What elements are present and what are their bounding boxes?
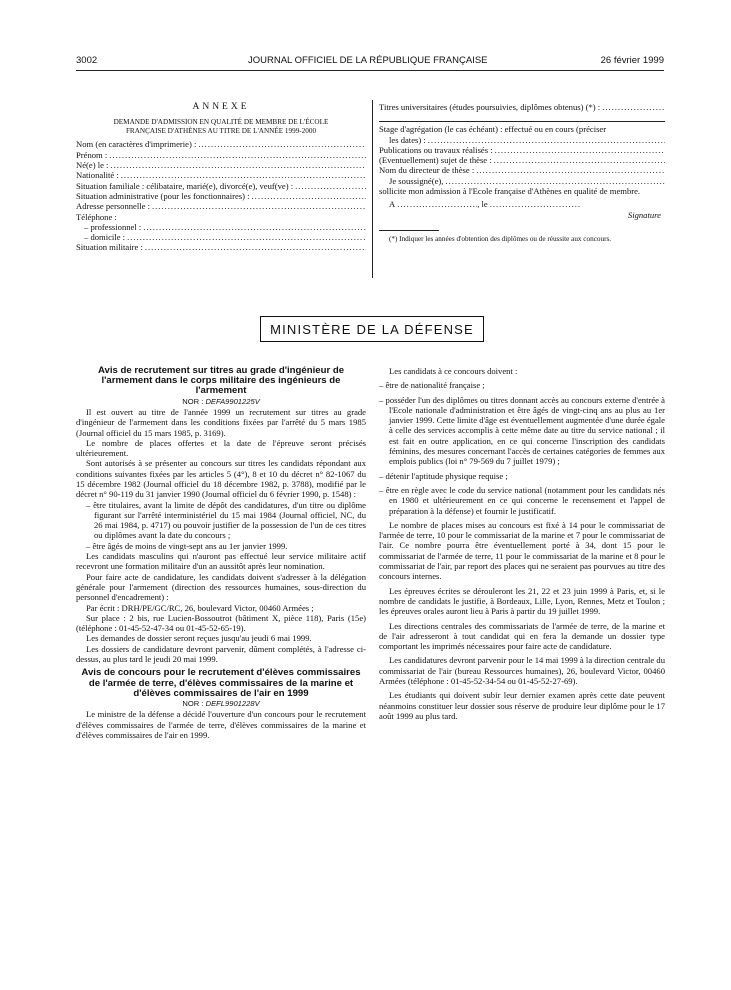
header-rule bbox=[76, 70, 664, 71]
avis1-address: Par écrit : DRH/PE/GC/RC, 26, boulevard Victor, 00460 Armées ; bbox=[86, 602, 314, 613]
avis1-paragraph: Le nombre de places offertes et la date de l'épreuve seront précisés ultérieurement. bbox=[76, 437, 366, 459]
admission-request: sollicite mon admission à l'Ecole française d'Athènes en qualité de membre. bbox=[379, 186, 641, 197]
page-number: 3002 bbox=[76, 55, 98, 66]
avis1-condition: – être âgés de moins de vingt-sept ans au 1er janvier 1999. bbox=[86, 540, 288, 551]
form-field-publications: Publications ou travaux réalisés : ..... bbox=[379, 145, 665, 155]
right-paragraph: Les épreuves écrites se dérouleront les 21, 22 et 23 juin 1999 à Paris, et, si le nombre de candidats le justifie, à Bordeaux, Lille, Lyon, Rennes, Metz et Toulon ; les épreuves orales auront lieu à Paris à partir du 19 juillet 1999. bbox=[379, 585, 665, 617]
avis2-title: Avis de concours pour le recrutement d'élèves commissaires de l'armée de terre, d'élèves commissaires de la marine et d'élèves commissaires de l'air en 1999 bbox=[81, 667, 361, 699]
form-field-stage: Stage d'agrégation (le cas échéant) : effectué ou en cours (préciser bbox=[379, 124, 607, 135]
page-header bbox=[76, 55, 664, 67]
avis1-paragraph: Sont autorisés à se présenter au concours sur titres les candidats répondant aux conditions suivantes fixées par les articles 5 (4°), 8 et 10 du décret n° 82-1067 du 15 décembre 1982 (Journal officiel du 18 décembre 1982, p. 3788), modifié par le décret n° 90-119 du 31 janvier 1990 (Journal officiel du 6 février 1990, p. 1548) : bbox=[76, 458, 366, 500]
form-field-nationalite: Nationalité : ..... bbox=[76, 170, 366, 180]
form-field-nom: Nom (en caractères d'imprimerie) : ..... bbox=[76, 139, 366, 149]
annexe-title: ANNEXE bbox=[192, 102, 250, 112]
form-field-situation-familiale: Situation familiale : célibataire, marié(e), divorcé(e), veuf(ve) : ..... bbox=[76, 181, 366, 191]
form-field-directeur: Nom du directeur de thèse : ..... bbox=[379, 165, 665, 175]
annexe-right-column bbox=[379, 102, 665, 244]
form-field-stage-dates: les dates) : ..... bbox=[379, 135, 665, 145]
form-field-situation-militaire: Situation militaire : ..... bbox=[76, 242, 366, 252]
issue-date: 26 février 1999 bbox=[600, 55, 664, 66]
right-paragraph: Les candidatures devront parvenir pour le 14 mai 1999 à la direction centrale du commissariat de l'air (bureau Ressources humaines), 26, boulevard Victor, 00460 Armées (téléphone : 01-45-52-34-54 ou 01-45-52-27-69). bbox=[379, 655, 665, 687]
right-paragraph: Les directions centrales des commissariats de l'armée de terre, de la marine et de l'air adresseront à tout candidat qui en fera la demande un dossier type comportant les imprimés nécessaires pour faire acte de candidature. bbox=[379, 620, 665, 652]
avis1-paragraph: Il est ouvert au titre de l'année 1999 un recrutement sur titres au grade d'ingénieur de l'armement dans les conditions fixées par l'arrêté du 5 mars 1985 (Journal officiel du 15 mars 1985, p. 3169). bbox=[76, 406, 366, 438]
form-line bbox=[379, 121, 665, 122]
form-field-place-date: A ..... , le ..... bbox=[379, 199, 665, 209]
annexe-subtitle-2: FRANÇAISE D'ATHÈNES AU TITRE DE L'ANNÉE 1999-2000 bbox=[125, 126, 317, 135]
journal-title: JOURNAL OFFICIEL DE LA RÉPUBLIQUE FRANÇAISE bbox=[248, 55, 488, 66]
avis1-paragraph: Pour faire acte de candidature, les candidats doivent s'adresser à la délégation générale pour l'armement (direction des ressources humaines, sous-direction du personnel d'encadrement) : bbox=[76, 571, 366, 603]
right-paragraph: Les candidats à ce concours doivent : bbox=[389, 366, 518, 376]
avis1-nor: NOR : DEFA9901225V bbox=[182, 396, 260, 406]
avis-right-column bbox=[379, 366, 665, 721]
avis2-paragraph: Le ministre de la défense a décidé l'ouverture d'un concours pour le recrutement d'élèves commissaires de l'armée de terre, d'élèves commissaires de la marine et d'élèves commissaires de l'air en 1999. bbox=[76, 709, 366, 740]
form-field-tel-domicile: – domicile : ..... bbox=[76, 232, 366, 242]
form-field-adresse: Adresse personnelle : ..... bbox=[76, 201, 366, 211]
annexe-footnote: (*) Indiquer les années d'obtention des diplômes ou de réussite aux concours. bbox=[389, 234, 612, 243]
form-field-soussigne: Je soussigné(e), ..... bbox=[379, 176, 665, 186]
right-condition: – être en règle avec le code du service national (notamment pour les candidats nés en 1980 et ultérieurement en ce qui concerne le recensement et l'appel de préparation à la défense) et fournir le justificatif. bbox=[379, 484, 665, 516]
form-field-telephone: Téléphone : bbox=[76, 211, 117, 222]
right-paragraph: Le nombre de places mises au concours est fixé à 14 pour le commissariat de l'armée de terre, 10 pour le commissariat de la marine et 7 pour le commissariat de l'air. Ce nombre pourra être éventuellement porté à 34, dont 15 pour le commissariat de l'armée de terre, 11 pour le commissariat de la marine et 8 pour le commissariat de l'air, par report des places qui ne seraient pas pourvues au titre des concours internes. bbox=[379, 519, 665, 582]
right-condition: – détenir l'aptitude physique requise ; bbox=[379, 470, 508, 481]
avis1-condition: – être titulaires, avant la limite de dépôt des candidatures, d'un titre ou diplôme figurant sur l'arrêté interministériel du 15 mai 1984 (Journal officiel, NC, du 26 mai 1984, p. 4717) ou pouvoir justifier de la possession de l'un de ces titres ou diplômes avant la date du concours ; bbox=[86, 499, 366, 541]
avis1-address: Sur place : 2 bis, rue Lucien-Bossoutrot (bâtiment X, pièce 118), Paris (15e) (téléphone : 01-45-52-47-34 ou 01-45-52-65-19). bbox=[76, 612, 366, 634]
annexe-left-column bbox=[76, 102, 366, 253]
form-field-ne-le: Né(e) le : ..... bbox=[76, 160, 366, 170]
annexe-subtitle-1: DEMANDE D'ADMISSION EN QUALITÉ DE MEMBRE DE L'ÉCOLE bbox=[113, 118, 329, 127]
signature-label: Signature bbox=[627, 209, 661, 220]
footnote-rule bbox=[379, 230, 439, 231]
avis2-nor: NOR : DEFL9901228V bbox=[182, 698, 260, 708]
form-field-titres: Titres universitaires (études poursuivies, diplômes obtenus) (*) : ..... bbox=[379, 102, 665, 112]
avis1-paragraph: Les candidats masculins qui n'auront pas effectué leur service militaire actif recevront une formation militaire d'un an aussitôt après leur nomination. bbox=[76, 551, 366, 572]
ministry-heading: MINISTÈRE DE LA DÉFENSE bbox=[260, 316, 484, 342]
column-divider bbox=[372, 100, 373, 278]
avis1-paragraph: Les dossiers de candidature devront parvenir, dûment complétés, à l'adresse ci-dessus, au plus tard le jeudi 20 mai 1999. bbox=[76, 643, 366, 665]
avis-left-column bbox=[76, 366, 366, 740]
form-field-tel-pro: – professionnel : ..... bbox=[76, 222, 366, 232]
right-condition: – posséder l'un des diplômes ou titres donnant accès au concours externe d'entrée à l'Ecole nationale d'administration et être âgés de vingt-cinq ans au plus au 1er janvier 1999. Cette limite d'âge est éventuellement augmentée d'une durée égale à celle des services accomplis à cette même date au titre du service national ; il est fait en outre application, en ce qui concerne l'inscription des candidats féminins, des mesures concernant l'accès de certaines catégories de femmes aux emplois publics (loi n° 79-569 du 7 juillet 1979) ; bbox=[379, 394, 665, 467]
right-paragraph: Les étudiants qui doivent subir leur dernier examen après cette date peuvent néanmoins constituer leur dossier sous réserve de produire leur diplôme pour le 17 août 1999 au plus tard. bbox=[379, 690, 665, 721]
form-field-prenom: Prénom : ..... bbox=[76, 150, 366, 160]
form-field-situation-administrative: Situation administrative (pour les fonctionnaires) : ..... bbox=[76, 191, 366, 201]
form-field-these: (Eventuellement) sujet de thèse : ..... bbox=[379, 155, 665, 165]
avis1-title: Avis de recrutement sur titres au grade d'ingénieur de l'armement dans le corps militaire des ingénieurs de l'armement bbox=[97, 365, 345, 397]
right-condition: – être de nationalité française ; bbox=[379, 380, 485, 391]
avis1-paragraph: Les demandes de dossier seront reçues jusqu'au jeudi 6 mai 1999. bbox=[86, 633, 312, 644]
